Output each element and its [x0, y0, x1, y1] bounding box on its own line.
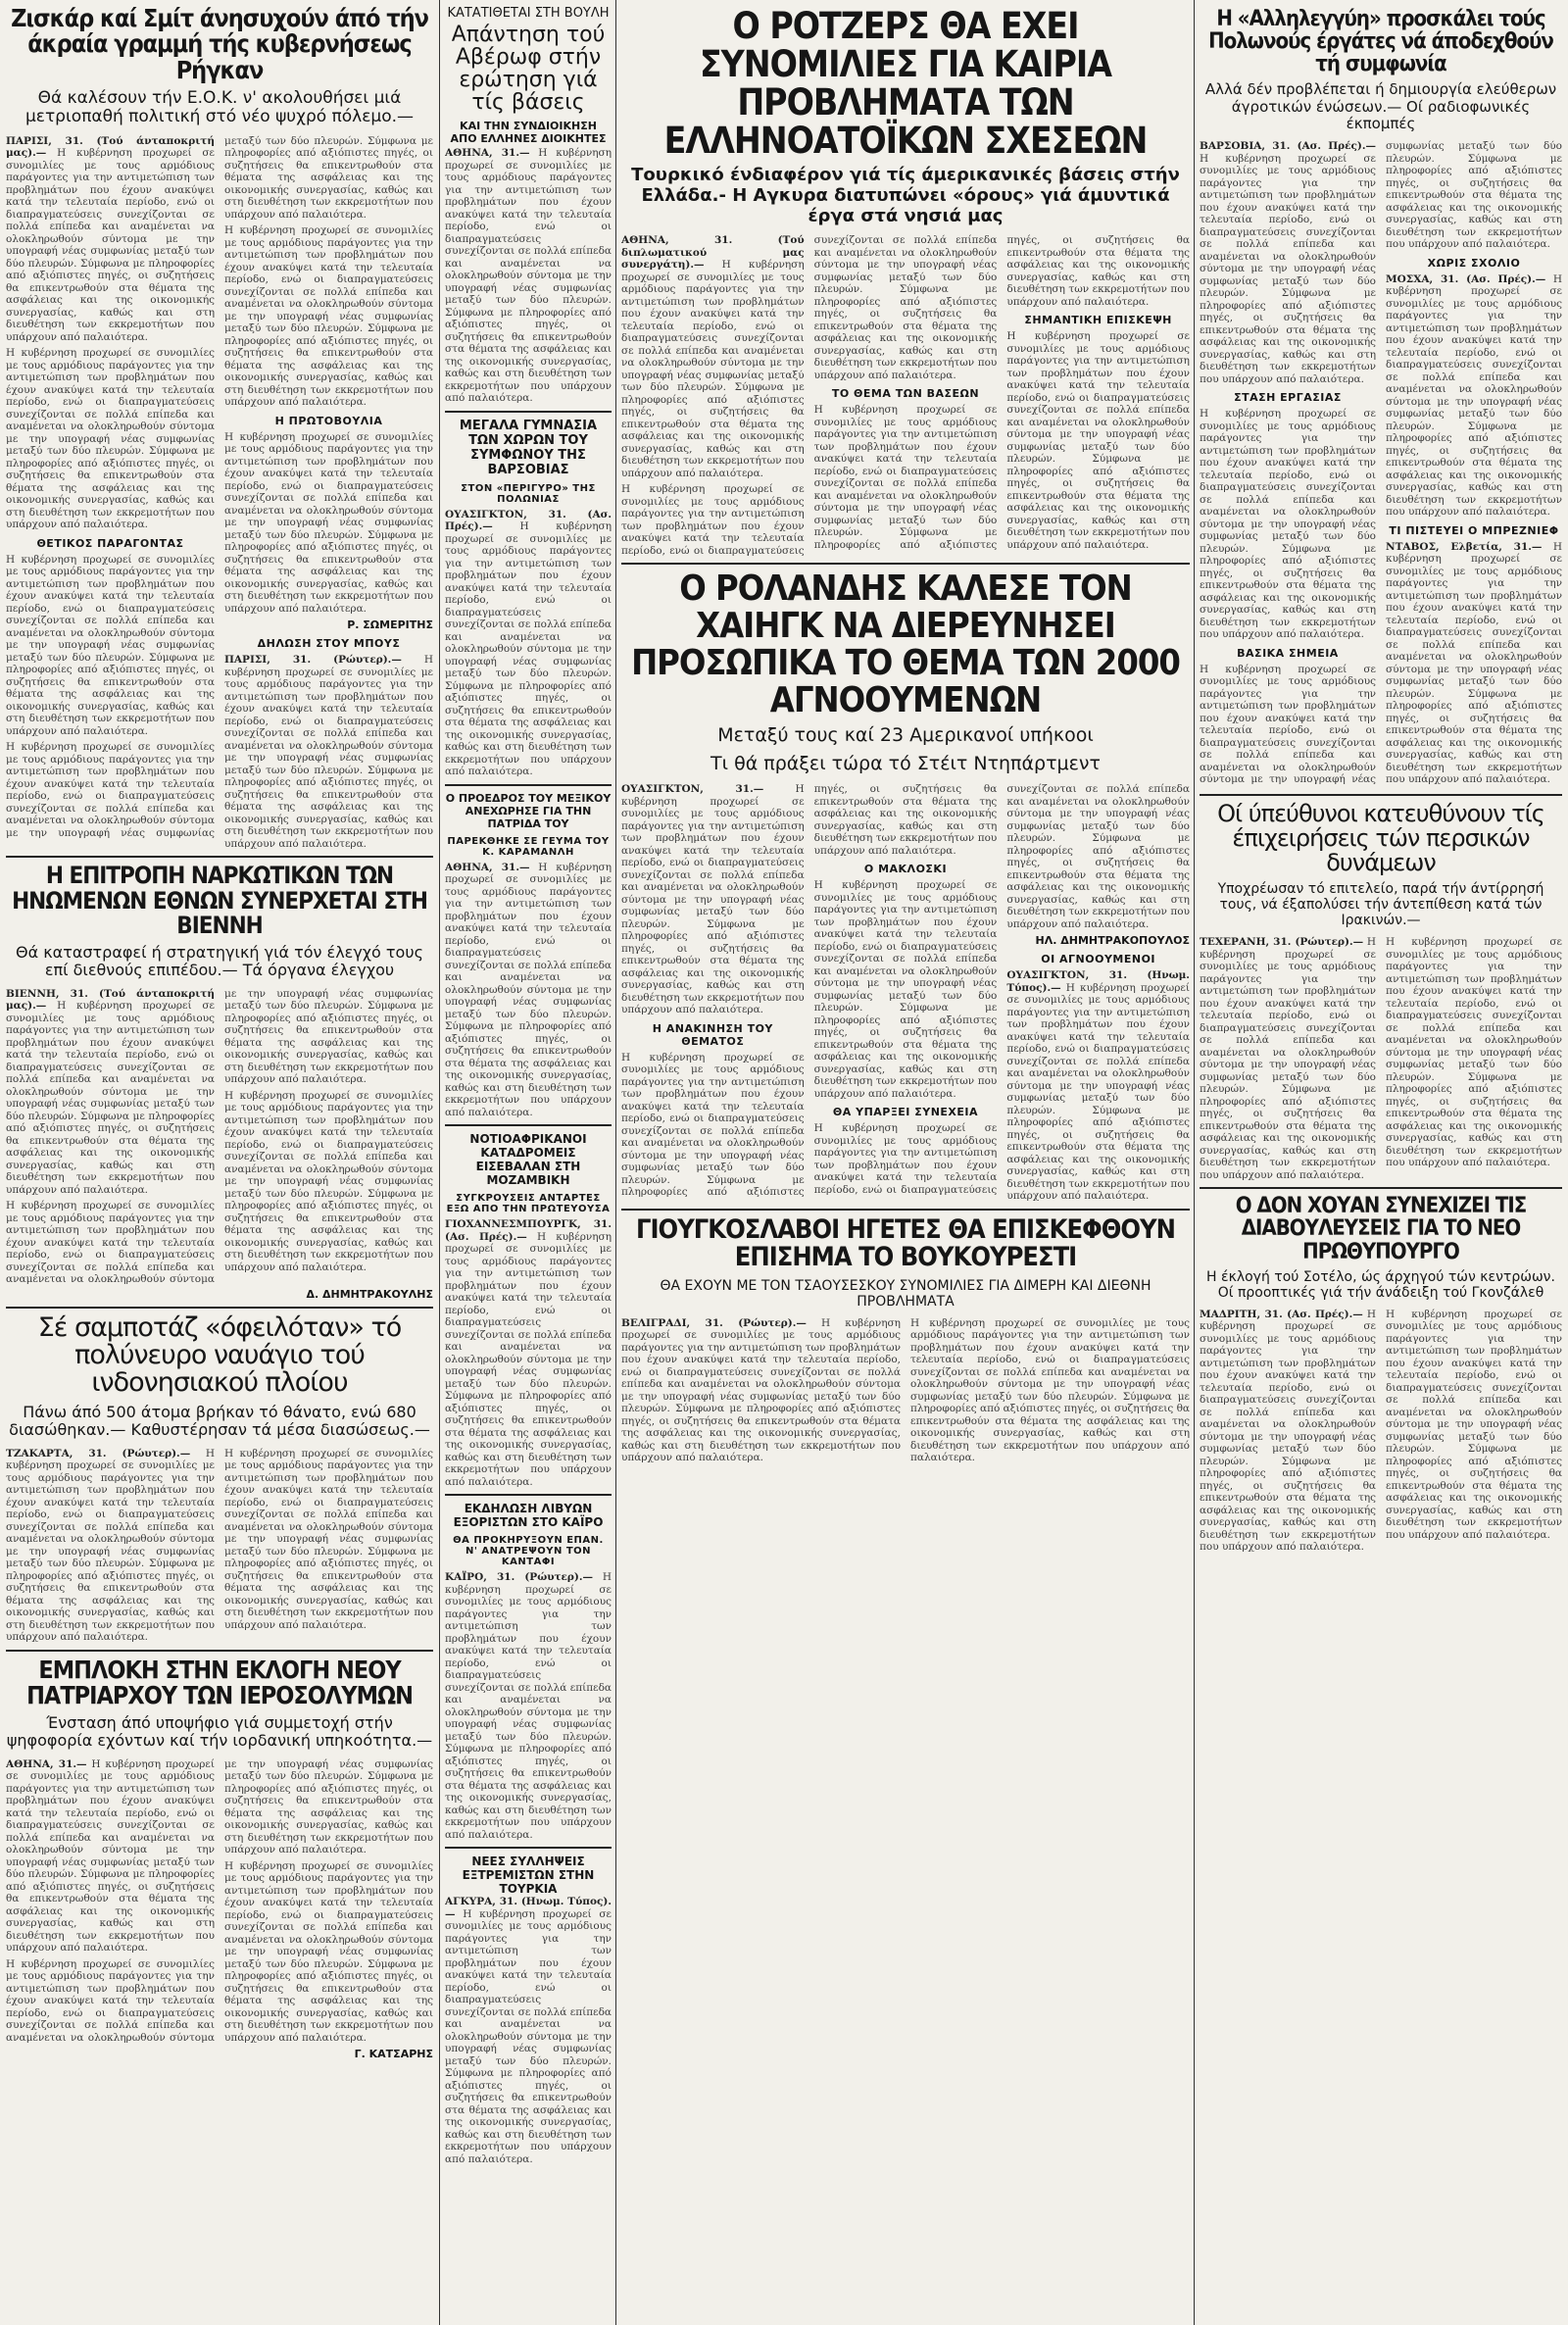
body-text: Η κυβέρνηση προχωρεί σε συνομιλίες με τους αρμόδιους παράγοντες για την αντιμετώπιση των προβλημάτων που έχουν ανακύψει κατά την τελευταία περίοδο, ενώ οι διαπραγματεύσεις συνεχίζονται σε πολλά επίπεδα και αναμένεται να ολοκληρωθούν σύντομα με την υπογραφή νέας συμφωνίας μεταξύ των δύο πλευρών. Σύμφωνα με πληροφορίες από αξιόπιστες πηγές, οι συζητήσεις θα επικεντρωθούν στα θέματα της ασφάλειας και της οικονομικής συνεργασίας, καθώς και στη διευθέτηση των εκκρεμοτήτων που υπάρχουν από παλαιότερα. [6, 1757, 215, 1954]
byline: ΗΛ. ΔΗΜΗΤΡΑΚΟΠΟΥΛΟΣ [1035, 934, 1190, 948]
column-rule [615, 0, 616, 2325]
body-text: Η κυβέρνηση προχωρεί σε συνομιλίες με τους αρμόδιους παράγοντες για την αντιμετώπιση των προβλημάτων που έχουν ανακύψει κατά την τελευταία περίοδο, ενώ οι διαπραγματεύσεις συνεχίζονται σε πολλά επίπεδα και αναμένεται να ολοκληρωθούν σύντομα με την υπογραφή νέας συμφωνίας μεταξύ των δύο πλευρών. Σύμφωνα με πληροφορίες από αξιόπιστες πηγές, οι συζητήσεις θα επικεντρωθούν στα θέματα της ασφάλειας και της οικονομικής συνεργασίας, καθώς και στη διευθέτηση των εκκρεμοτήτων που υπάρχουν από παλαιότερα. [1386, 936, 1562, 1169]
byline: Ρ. ΣΩΜΕΡΙΤΗΣ [347, 618, 433, 632]
divider [445, 784, 612, 786]
dateline: ΜΑΔΡΙΤΗ, 31. (Ασ. Πρές).— [1200, 1308, 1363, 1320]
headline: Ο ΡΟΛΑΝΔΗΣ ΚΑΛΕΣΕ ΤΟΝ ΧΑΙΗΓΚ ΝΑ ΔΙΕΡΕΥΝΗΣΕΙ ΠΡΟΣΩΠΙΚΑ ΤΟ ΘΕΜΑ ΤΩΝ 2000 ΑΓΝΟΟΥΜΕΝΩΝ [631, 569, 1180, 720]
section-heading: Ο ΜΑΚΛΟΣΚΙ [863, 863, 948, 876]
section-heading: ΟΙ ΑΓΝΟΟΥΜΕΝΟΙ [1041, 953, 1156, 966]
body-text: Η κυβέρνηση προχωρεί σε συνομιλίες με τους αρμόδιους παράγοντες για την αντιμετώπιση των προβλημάτων που έχουν ανακύψει κατά την τελευταία περίοδο, ενώ οι διαπραγματεύσεις συνεχίζονται σε πολλά επίπεδα και αναμένεται να ολοκληρωθούν σύντομα με την υπογραφή νέας συμφωνίας μεταξύ των δύο πλευρών. Σύμφωνα με πληροφορίες από αξιόπιστες πηγές, οι συζητήσεις θα επικεντρωθούν στα θέματα της ασφάλειας και της οικονομικής συνεργασίας, καθώς και στη διευθέτηση των εκκρεμοτήτων που υπάρχουν από παλαιότερα. [224, 654, 433, 850]
subhead: Αλλά δέν προβλέπεται ή δημιουργία ελεύθερων άγροτικών ένώσεων.— Οί ραδιοφωνικές έκπομπές [1204, 80, 1557, 132]
article-shipwreck [6, 1311, 433, 1644]
article-iran [1200, 799, 1562, 1182]
dateline: ΑΘΗΝΑ, 31. (Τού διπλωματικού μας συνεργάτη).— [621, 234, 805, 272]
byline: Γ. ΚΑΤΣΑΡΗΣ [354, 2048, 433, 2061]
subhead: Θά καταστραφεί ή στρατηγική γιά τόν έλεγχό τους επί διεθνούς επιπέδου.— Τά όργανα έλεγχου [16, 942, 423, 980]
dateline: ΟΥΑΣΙΓΚΤΟΝ, 31. (Ασ. Πρές).— [445, 508, 612, 533]
body-text: Η κυβέρνηση προχωρεί σε συνομιλίες με τους αρμόδιους παράγοντες για την αντιμετώπιση των προβλημάτων που έχουν ανακύψει κατά την τελευταία περίοδο, ενώ οι διαπραγματεύσεις συνεχίζονται σε πολλά επίπεδα και αναμένεται να ολοκληρωθούν σύντομα με την υπογραφή νέας συμφωνίας μεταξύ των δύο πλευρών. Σύμφωνα με πληροφορίες από αξιόπιστες πηγές, οι συζητήσεις θα επικεντρωθούν στα θέματα της ασφάλειας και της οικονομικής συνεργασίας, καθώς και στη διευθέτηση των εκκρεμοτήτων που υπάρχουν από παλαιότερα. [6, 347, 215, 531]
section-heading: Η ΑΝΑΚΙΝΗΣΗ ΤΟΥ ΘΕΜΑΤΟΣ [652, 1021, 773, 1048]
body-text: Η κυβέρνηση προχωρεί σε συνομιλίες με τους αρμόδιους παράγοντες για την αντιμετώπιση των προβλημάτων που έχουν ανακύψει κατά την τελευταία περίοδο, ενώ οι διαπραγματεύσεις συνεχίζονται σε πολλά επίπεδα και αναμένεται να ολοκληρωθούν σύντομα με την υπογραφή νέας συμφωνίας μεταξύ των δύο πλευρών. Σύμφωνα με πληροφορίες από αξιόπιστες πηγές, οι συζητήσεις θα επικεντρωθούν στα θέματα της ασφάλειας και της οικονομικής συνεργασίας, καθώς και στη διευθέτηση των εκκρεμοτήτων που υπάρχουν από παλαιότερα. [1200, 1308, 1376, 1554]
section-heading: ΘΑ ΥΠΑΡΞΕΙ ΣΥΝΕΧΕΙΑ [832, 1106, 979, 1119]
article-giscard-schmidt [6, 6, 433, 850]
body-text: Η κυβέρνηση προχωρεί σε συνομιλίες με τους αρμόδιους παράγοντες για την αντιμετώπιση των προβλημάτων που έχουν ανακύψει κατά την τελευταία περίοδο, ενώ οι διαπραγματεύσεις συνεχίζονται σε πολλά επίπεδα και αναμένεται να ολοκληρωθούν σύντομα με την υπογραφή νέας συμφωνίας μεταξύ των δύο πλευρών. Σύμφωνα με πληροφορίες από αξιόπιστες πηγές, οι συζητήσεις θα επικεντρωθούν στα θέματα της ασφάλειας και της οικονομικής συνεργασίας, καθώς και στη διευθέτηση των εκκρεμοτήτων που υπάρχουν από παλαιότερα. [1200, 152, 1376, 385]
subhead: Τουρκικό ένδιαφέρον γιά τίς άμερικανικές βάσεις στήν Ελλάδα.- Η Αγκυρα διατυπώνει «όρους» γιά άμυντικά έργα στά νησιά μας [631, 165, 1180, 226]
headline: Η ΕΠΙΤΡΟΠΗ ΝΑΡΚΩΤΙΚΩΝ ΤΩΝ ΗΝΩΜΕΝΩΝ ΕΘΝΩΝ ΣΥΝΕΡΧΕΤΑΙ ΣΤΗ ΒΙΕΝΝΗ [12, 862, 427, 939]
box-title: ΝΕΕΣ ΣΥΛΛΗΨΕΙΣ ΕΞΤΡΕΜΙΣΤΩΝ ΣΤΗΝ ΤΟΥΡΚΙΑ [462, 1855, 595, 1897]
article-yugoslav-leaders [621, 1213, 1190, 1468]
subhead: Υποχρέωσαν τό επιτελείο, παρά τήν άντίρρησή τους, νά έξαπολύσει τήν άντεπίθεση κατά τών Ιρακινών.— [1217, 881, 1544, 929]
body-text: Η κυβέρνηση προχωρεί σε συνομιλίες με τους αρμόδιους παράγοντες για την αντιμετώπιση των προβλημάτων που έχουν ανακύψει κατά την τελευταία περίοδο, ενώ οι διαπραγματεύσεις συνεχίζονται σε πολλά επίπεδα και αναμένεται να ολοκληρωθούν σύντομα με την υπογραφή νέας συμφωνίας μεταξύ των δύο πλευρών. Σύμφωνα με πληροφορίες από αξιόπιστες πηγές, οι συζητήσεις θα επικεντρωθούν στα θέματα της ασφάλειας και της οικονομικής συνεργασίας, καθώς και στη διευθέτηση των εκκρεμοτήτων που υπάρχουν από παλαιότερα. [6, 987, 433, 1286]
body-text: Η κυβέρνηση προχωρεί σε συνομιλίες με τους αρμόδιους παράγοντες για την αντιμετώπιση των προβλημάτων που έχουν ανακύψει κατά την τελευταία περίοδο, ενώ οι διαπραγματεύσεις συνεχίζονται σε πολλά επίπεδα και αναμένεται να ολοκληρωθούν σύντομα με την υπογραφή νέας συμφωνίας μεταξύ των δύο πλευρών. Σύμφωνα με πληροφορίες από αξιόπιστες πηγές, οι συζητήσεις θα επικεντρωθούν στα θέματα της ασφάλειας και της οικονομικής συνεργασίας, καθώς και στη διευθέτηση των εκκρεμοτήτων που υπάρχουν από παλαιότερα. [445, 1571, 612, 1841]
dateline: ΑΘΗΝΑ, 31.— [445, 861, 530, 873]
box-subtitle: ΘΑ ΠΡΟΚΗΡΥΞΟΥΝ ΕΠΑΝ. Ν' ΑΝΑΤΡΕΨΟΥΝ ΤΟΝ ΚΑΝΤΑΦΙ [453, 1535, 604, 1568]
box-title: ΜΕΓΑΛΑ ΓΥΜΝΑΣΙΑ ΤΩΝ ΧΩΡΩΝ ΤΟΥ ΣΥΜΦΩΝΟΥ ΤΗΣ ΒΑΡΣΟΒΙΑΣ [459, 418, 598, 477]
section-heading: ΤΟ ΘΕΜΑ ΤΩΝ ΒΑΣΕΩΝ [831, 387, 980, 401]
section-heading: ΧΩΡΙΣ ΣΧΟΛΙΟ [1427, 256, 1521, 270]
body-text: Η κυβέρνηση προχωρεί σε συνομιλίες με τους αρμόδιους παράγοντες για την αντιμετώπιση των προβλημάτων που έχουν ανακύψει κατά την τελευταία περίοδο, ενώ οι διαπραγματεύσεις συνεχίζονται σε πολλά επίπεδα και αναμένεται να ολοκληρωθούν σύντομα με την υπογραφή νέας συμφωνίας μεταξύ των δύο πλευρών. Σύμφωνα με πληροφορίες από αξιόπιστες πηγές, οι συζητήσεις θα επικεντρωθούν στα θέματα της ασφάλειας και της οικονομικής συνεργασίας, καθώς και στη διευθέτηση των εκκρεμοτήτων που υπάρχουν από παλαιότερα. [621, 783, 805, 1016]
article-don-juan [1200, 1195, 1562, 1553]
article-solidarity [1200, 8, 1562, 788]
body-text: Η κυβέρνηση προχωρεί σε συνομιλίες με τους αρμόδιους παράγοντες για την αντιμετώπιση των προβλημάτων που έχουν ανακύψει κατά την τελευταία περίοδο, ενώ οι διαπραγματεύσεις συνεχίζονται σε πολλά επίπεδα και αναμένεται να ολοκληρωθούν σύντομα με την υπογραφή νέας συμφωνίας μεταξύ των δύο πλευρών. Σύμφωνα με πληροφορίες από αξιόπιστες πηγές, οι συζητήσεις θα επικεντρωθούν στα θέματα της ασφάλειας και της οικονομικής συνεργασίας, καθώς και στη διευθέτηση των εκκρεμοτήτων που υπάρχουν από παλαιότερα. [6, 134, 433, 839]
divider [6, 856, 433, 858]
headline: ΓΙΟΥΓΚΟΣΛΑΒΟΙ ΗΓΕΤΕΣ ΘΑ ΕΠΙΣΚΕΦΘΟΥΝ ΕΠΙΣΗΜΑ ΤΟ ΒΟΥΚΟΥΡΕΣΤΙ [636, 1213, 1175, 1273]
column-left [6, 0, 433, 2325]
dateline: ΑΓΚΥΡΑ, 31. (Ηνωμ. Τύπος).— [445, 1896, 612, 1920]
body-text: Η κυβέρνηση προχωρεί σε συνομιλίες με τους αρμόδιους παράγοντες για την αντιμετώπιση των προβλημάτων που έχουν ανακύψει κατά την τελευταία περίοδο, ενώ οι διαπραγματεύσεις συνεχίζονται σε πολλά επίπεδα και αναμένεται να ολοκληρωθούν σύντομα με την υπογραφή νέας συμφωνίας μεταξύ των δύο πλευρών. Σύμφωνα με πληροφορίες από αξιόπιστες πηγές, οι συζητήσεις θα επικεντρωθούν στα θέματα της ασφάλειας και της οικονομικής συνεργασίας, καθώς και στη διευθέτηση των εκκρεμοτήτων που υπάρχουν από παλαιότερα. [1006, 330, 1190, 551]
divider [6, 1307, 433, 1309]
body-text: Η κυβέρνηση προχωρεί σε συνομιλίες με τους αρμόδιους παράγοντες για την αντιμετώπιση των προβλημάτων που έχουν ανακύψει κατά την τελευταία περίοδο, ενώ οι διαπραγματεύσεις συνεχίζονται σε πολλά επίπεδα και αναμένεται να ολοκληρωθούν σύντομα με την υπογραφή νέας συμφωνίας μεταξύ των δύο πλευρών. Σύμφωνα με πληροφορίες από αξιόπιστες πηγές, οι συζητήσεις θα επικεντρωθούν στα θέματα της ασφάλειας και της οικονομικής συνεργασίας, καθώς και στη διευθέτηση των εκκρεμοτήτων που υπάρχουν από παλαιότερα. [224, 1447, 433, 1631]
body-text: Η κυβέρνηση προχωρεί σε συνομιλίες με τους αρμόδιους παράγοντες για την αντιμετώπιση των προβλημάτων που έχουν ανακύψει κατά την τελευταία περίοδο, ενώ οι διαπραγματεύσεις συνεχίζονται σε πολλά επίπεδα και αναμένεται να ολοκληρωθούν σύντομα με την υπογραφή νέας συμφωνίας μεταξύ των δύο πλευρών. Σύμφωνα με πληροφορίες από αξιόπιστες πηγές, οι συζητήσεις θα επικεντρωθούν στα θέματα της ασφάλειας και της οικονομικής συνεργασίας, καθώς και στη διευθέτηση των εκκρεμοτήτων που υπάρχουν από παλαιότερα. [224, 1859, 433, 2044]
dateline: ΠΑΡΙΣΙ, 31. (Τού άνταποκριτή μας).— [6, 134, 215, 160]
body-text: Η κυβέρνηση προχωρεί σε συνομιλίες με τους αρμόδιους παράγοντες για την αντιμετώπιση των προβλημάτων που έχουν ανακύψει κατά την τελευταία περίοδο, ενώ οι διαπραγματεύσεις συνεχίζονται σε πολλά επίπεδα και αναμένεται να ολοκληρωθούν σύντομα με την υπογραφή νέας συμφωνίας μεταξύ των δύο πλευρών. Σύμφωνα με πληροφορίες από αξιόπιστες πηγές, οι συζητήσεις θα επικεντρωθούν στα θέματα της ασφάλειας και της οικονομικής συνεργασίας, καθώς και στη διευθέτηση των εκκρεμοτήτων που υπάρχουν από παλαιότερα. [813, 783, 1190, 1196]
body-text: Η κυβέρνηση προχωρεί σε συνομιλίες με τους αρμόδιους παράγοντες για την αντιμετώπιση των προβλημάτων που έχουν ανακύψει κατά την τελευταία περίοδο, ενώ οι διαπραγματεύσεις συνεχίζονται σε πολλά επίπεδα και αναμένεται να ολοκληρωθούν σύντομα με την υπογραφή νέας συμφωνίας μεταξύ των δύο πλευρών. Σύμφωνα με πληροφορίες από αξιόπιστες πηγές, οι συζητήσεις θα επικεντρωθούν στα θέματα της ασφάλειας και της οικονομικής συνεργασίας, καθώς και στη διευθέτηση των εκκρεμοτήτων που υπάρχουν από παλαιότερα. [6, 147, 215, 343]
box-subtitle: ΠΑΡΕΚΘΗΚΕ ΣΕ ΓΕΥΜΑ ΤΟΥ Κ. ΚΑΡΑΜΑΝΛΗ [447, 835, 610, 858]
dateline: ΑΘΗΝΑ, 31.— [445, 147, 530, 160]
dateline: ΑΘΗΝΑ, 31.— [6, 1757, 87, 1770]
box-title: ΝΟΤΙΟΑΦΡΙΚΑΝΟΙ ΚΑΤΑΔΡΟΜΕΙΣ ΕΙΣΕΒΑΛΑΝ ΣΤΗ ΜΟΖΑΜΒΙΚΗ [469, 1132, 587, 1188]
box-title: Ο ΠΡΟΕΔΡΟΣ ΤΟΥ ΜΕΞΙΚΟΥ ΑΝΕΧΩΡΗΣΕ ΓΙΑ ΤΗΝ ΠΑΤΡΙΔΑ ΤΟΥ [445, 791, 612, 830]
body-text: Η κυβέρνηση προχωρεί σε συνομιλίες με τους αρμόδιους παράγοντες για την αντιμετώπιση των προβλημάτων που έχουν ανακύψει κατά την τελευταία περίοδο, ενώ οι διαπραγματεύσεις συνεχίζονται σε πολλά επίπεδα και αναμένεται να ολοκληρωθούν σύντομα με την υπογραφή νέας συμφωνίας μεταξύ των δύο πλευρών. Σύμφωνα με πληροφορίες από αξιόπιστες πηγές, οι συζητήσεις θα επικεντρωθούν στα θέματα της ασφάλειας και της οικονομικής συνεργασίας, καθώς και στη διευθέτηση των εκκρεμοτήτων που υπάρχουν από παλαιότερα. [910, 1316, 1190, 1464]
box-subtitle: ΣΥΓΚΡΟΥΣΕΙΣ ΑΝΤΑΡΤΕΣ ΕΞΩ ΑΠΟ ΤΗΝ ΠΡΩΤΕΥΟΥΣΑ [446, 1193, 611, 1215]
dateline: ΒΑΡΣΟΒΙΑ, 31. (Ασ. Πρές).— [1200, 140, 1376, 153]
divider [445, 411, 612, 413]
dateline: ΝΤΑΒΟΣ, Ελβετία, 31.— [1386, 540, 1543, 553]
subhead: Θά καλέσουν τήν Ε.Ο.Κ. ν' ακολουθήσει μιά μετριοπαθή πολιτική στό νέο ψυχρό πόλεμο.— [24, 87, 415, 127]
body-text: Η κυβέρνηση προχωρεί σε συνομιλίες με τους αρμόδιους παράγοντες για την αντιμετώπιση των προβλημάτων που έχουν ανακύψει κατά την τελευταία περίοδο, ενώ οι διαπραγματεύσεις συνεχίζονται σε πολλά επίπεδα και αναμένεται να ολοκληρωθούν σύντομα με την υπογραφή νέας συμφωνίας μεταξύ των δύο πλευρών. Σύμφωνα με πληροφορίες από αξιόπιστες πηγές, οι συζητήσεις θα επικεντρωθούν στα θέματα της ασφάλειας και της οικονομικής συνεργασίας, καθώς και στη διευθέτηση των εκκρεμοτήτων που υπάρχουν από παλαιότερα. [1200, 408, 1376, 641]
body-text: Η κυβέρνηση προχωρεί σε συνομιλίες με τους αρμόδιους παράγοντες για την αντιμετώπιση των προβλημάτων που έχουν ανακύψει κατά την τελευταία περίοδο, ενώ οι διαπραγματεύσεις συνεχίζονται σε πολλά επίπεδα και αναμένεται να ολοκληρωθούν σύντομα με την υπογραφή νέας συμφωνίας μεταξύ των δύο πλευρών. Σύμφωνα με πληροφορίες από αξιόπιστες πηγές, οι συζητήσεις θα επικεντρωθούν στα θέματα της ασφάλειας και της οικονομικής συνεργασίας, καθώς και στη διευθέτηση των εκκρεμοτήτων που υπάρχουν από παλαιότερα. [1386, 272, 1562, 519]
divider [445, 1494, 612, 1496]
byline: Δ. ΔΗΜΗΤΡΑΚΟΥΛΗΣ [306, 1287, 433, 1301]
headline: Απάντηση τού Αβέρωφ στήν ερώτηση γιά τίς βάσεις [451, 22, 606, 115]
body-text: Η κυβέρνηση προχωρεί σε συνομιλίες με τους αρμόδιους παράγοντες για την αντιμετώπιση των προβλημάτων που έχουν ανακύψει κατά την τελευταία περίοδο, ενώ οι διαπραγματεύσεις συνεχίζονται σε πολλά επίπεδα και αναμένεται να ολοκληρωθούν σύντομα με την υπογραφή νέας συμφωνίας μεταξύ των δύο πλευρών. Σύμφωνα με πληροφορίες από αξιόπιστες πηγές, οι συζητήσεις θα επικεντρωθούν στα θέματα της ασφάλειας και της οικονομικής συνεργασίας, καθώς και στη διευθέτηση των εκκρεμοτήτων που υπάρχουν από παλαιότερα. [224, 1089, 433, 1273]
body-text: Η κυβέρνηση προχωρεί σε συνομιλίες με τους αρμόδιους παράγοντες για την αντιμετώπιση των προβλημάτων που έχουν ανακύψει κατά την τελευταία περίοδο, ενώ οι διαπραγματεύσεις συνεχίζονται σε πολλά επίπεδα και αναμένεται να ολοκληρωθούν σύντομα με την υπογραφή νέας συμφωνίας μεταξύ των δύο πλευρών. Σύμφωνα με πληροφορίες από αξιόπιστες πηγές, οι συζητήσεις θα επικεντρωθούν στα θέματα της ασφάλειας και της οικονομικής συνεργασίας, καθώς και στη διευθέτηση των εκκρεμοτήτων που υπάρχουν από παλαιότερα. [445, 861, 612, 1118]
dateline: ΚΑΪΡΟ, 31. (Ρώυτερ).— [445, 1571, 594, 1584]
dateline: ΠΑΡΙΣΙ, 31. (Ρώυτερ).— [224, 654, 424, 667]
subhead: Πάνω άπό 500 άτομα βρήκαν τό θάνατο, ενώ 680 διασώθηκαν.— Καθυστέρησαν τά μέσα διασώσεως.— [9, 1402, 430, 1440]
divider [445, 1124, 612, 1126]
headline: Οί ύπεύθυνοι κατευθύνουν τίς έπιχειρήσεις τών περσικών δυνάμεων [1217, 799, 1544, 876]
column-rule [1194, 0, 1195, 2325]
dateline: ΓΙΟΧΑΝΝΕΣΜΠΟΥΡΓΚ, 31. (Ασ. Πρές).— [445, 1218, 612, 1243]
column-narrow [445, 0, 612, 2325]
dateline: ΟΥΑΣΙΓΚΤΟΝ, 31.— [621, 783, 764, 796]
dateline: ΒΕΛΙΓΡΑΔΙ, 31. (Ρώυτερ).— [621, 1316, 807, 1329]
body-text: Η κυβέρνηση προχωρεί σε συνομιλίες με τους αρμόδιους παράγοντες για την αντιμετώπιση των προβλημάτων που έχουν ανακύψει κατά την τελευταία περίοδο, ενώ οι διαπραγματεύσεις συνεχίζονται σε πολλά επίπεδα και αναμένεται να ολοκληρωθούν σύντομα με την υπογραφή νέας συμφωνίας μεταξύ των δύο πλευρών. Σύμφωνα με πληροφορίες από αξιόπιστες πηγές, οι συζητήσεις θα επικεντρωθούν στα θέματα της ασφάλειας και της οικονομικής συνεργασίας, καθώς και στη διευθέτηση των εκκρεμοτήτων που υπάρχουν από παλαιότερα. [1386, 540, 1562, 786]
dateline: ΤΕΧΕΡΑΝΗ, 31. (Ρώυτερ).— [1200, 936, 1364, 949]
kicker: ΚΑΤΑΤΙΘΕΤΑΙ ΣΤΗ ΒΟΥΛΗ [447, 6, 610, 21]
body-text: Η κυβέρνηση προχωρεί σε συνομιλίες με τους αρμόδιους παράγοντες για την αντιμετώπιση των προβλημάτων που έχουν ανακύψει κατά την τελευταία περίοδο, ενώ οι διαπραγματεύσεις συνεχίζονται σε πολλά επίπεδα και αναμένεται να ολοκληρωθούν σύντομα με την υπογραφή νέας συμφωνίας μεταξύ των δύο πλευρών. Σύμφωνα με πληροφορίες από αξιόπιστες πηγές, οι συζητήσεις θα επικεντρωθούν στα θέματα της ασφάλειας και της οικονομικής συνεργασίας, καθώς και στη διευθέτηση των εκκρεμοτήτων που υπάρχουν από παλαιότερα. [1006, 981, 1190, 1203]
section-heading: ΘΕΤΙΚΟΣ ΠΑΡΑΓΟΝΤΑΣ [36, 536, 184, 550]
divider [1200, 794, 1562, 796]
divider [1200, 1187, 1562, 1189]
headline: Ο ΡΟΤΖΕΡΣ ΘΑ ΕΧΕΙ ΣΥΝΟΜΙΛΙΕΣ ΓΙΑ ΚΑΙΡΙΑ ΠΡΟΒΛΗΜΑΤΑ ΤΩΝ ΕΛΛΗΝΟΑΤΟΪΚΩΝ ΣΧΕΣΕΩΝ [663, 5, 1148, 162]
headline: Η «Αλληλεγγύη» προσκάλει τούς Πολωνούς έργάτες νά άποδεχθούν τή συμφωνία [1208, 7, 1553, 77]
subhead: Τι θά πράξει τώρα τό Στέιτ Ντηπάρτμεντ [710, 753, 1101, 775]
article-patriarch [6, 1657, 433, 2061]
body-text: Η κυβέρνηση προχωρεί σε συνομιλίες με τους αρμόδιους παράγοντες για την αντιμετώπιση των προβλημάτων που έχουν ανακύψει κατά την τελευταία περίοδο, ενώ οι διαπραγματεύσεις συνεχίζονται σε πολλά επίπεδα και αναμένεται να ολοκληρωθούν σύντομα με την υπογραφή νέας συμφωνίας μεταξύ των δύο πλευρών. Σύμφωνα με πληροφορίες από αξιόπιστες πηγές, οι συζητήσεις θα επικεντρωθούν στα θέματα της ασφάλειας και της οικονομικής συνεργασίας, καθώς και στη διευθέτηση των εκκρεμοτήτων που υπάρχουν από παλαιότερα. [6, 1447, 215, 1643]
article-roland-haig [621, 570, 1190, 1202]
subhead: ΘΑ ΕΧΟΥΝ ΜΕ ΤΟΝ ΤΣΑΟΥΣΕΣΚΟΥ ΣΥΝΟΜΙΛΙΕΣ ΓΙΑ ΔΙΜΕΡΗ ΚΑΙ ΔΙΕΘΝΗ ΠΡΟΒΛΗΜΑΤΑ [660, 1277, 1152, 1310]
box-title: ΕΚΔΗΛΩΣΗ ΛΙΒΥΩΝ ΕΞΟΡΙΣΤΩΝ ΣΤΟ ΚΑΪΡΟ [453, 1502, 604, 1530]
body-text: Η κυβέρνηση προχωρεί σε συνομιλίες με τους αρμόδιους παράγοντες για την αντιμετώπιση των προβλημάτων που έχουν ανακύψει κατά την τελευταία περίοδο, ενώ οι διαπραγματεύσεις συνεχίζονται σε πολλά επίπεδα και αναμένεται να ολοκληρωθούν σύντομα με την υπογραφή νέας συμφωνίας μεταξύ των δύο πλευρών. Σύμφωνα με πληροφορίες από αξιόπιστες πηγές, οι συζητήσεις θα επικεντρωθούν στα θέματα της ασφάλειας και της οικονομικής συνεργασίας, καθώς και στη διευθέτηση των εκκρεμοτήτων που υπάρχουν από παλαιότερα. [1386, 1308, 1562, 1541]
article-rogers [621, 5, 1190, 557]
body-text: Η κυβέρνηση προχωρεί σε συνομιλίες με τους αρμόδιους παράγοντες για την αντιμετώπιση των προβλημάτων που έχουν ανακύψει κατά την τελευταία περίοδο, ενώ οι διαπραγματεύσεις συνεχίζονται σε πολλά επίπεδα και αναμένεται να ολοκληρωθούν σύντομα με την υπογραφή νέας συμφωνίας μεταξύ των δύο πλευρών. Σύμφωνα με πληροφορίες από αξιόπιστες πηγές, οι συζητήσεις θα επικεντρωθούν στα θέματα της ασφάλειας και της οικονομικής συνεργασίας, καθώς και στη διευθέτηση των εκκρεμοτήτων που υπάρχουν από παλαιότερα. [445, 520, 612, 778]
headline: Ο ΔΟΝ ΧΟΥΑΝ ΣΥΝΕΧΙΖΕΙ ΤΙΣ ΔΙΑΒΟΥΛΕΥΣΕΙΣ ΓΙΑ ΤΟ ΝΕΟ ΠΡΩΘΥΠΟΥΡΓΟ [1235, 1194, 1527, 1264]
column-center [621, 0, 1190, 2325]
column-right [1200, 0, 1562, 2325]
body-text: Η κυβέρνηση προχωρεί σε συνομιλίες με τους αρμόδιους παράγοντες για την αντιμετώπιση των προβλημάτων που έχουν ανακύψει κατά την τελευταία περίοδο, ενώ οι διαπραγματεύσεις συνεχίζονται σε πολλά επίπεδα και αναμένεται να ολοκληρωθούν σύντομα με την υπογραφή νέας συμφωνίας μεταξύ των δύο πλευρών. Σύμφωνα με πληροφορίες από αξιόπιστες πηγές, οι συζητήσεις θα επικεντρωθούν στα θέματα της ασφάλειας και της οικονομικής συνεργασίας, καθώς και στη διευθέτηση των εκκρεμοτήτων που υπάρχουν από παλαιότερα. [6, 553, 215, 737]
body-text: Η κυβέρνηση προχωρεί σε συνομιλίες με τους αρμόδιους παράγοντες για την αντιμετώπιση των προβλημάτων που έχουν ανακύψει κατά την τελευταία περίοδο, ενώ οι διαπραγματεύσεις συνεχίζονται σε πολλά επίπεδα και αναμένεται να ολοκληρωθούν σύντομα με την υπογραφή νέας συμφωνίας μεταξύ των δύο πλευρών. Σύμφωνα με πληροφορίες από αξιόπιστες πηγές, οι συζητήσεις θα επικεντρωθούν στα θέματα της ασφάλειας και της οικονομικής συνεργασίας, καθώς και στη διευθέτηση των εκκρεμοτήτων που υπάρχουν από παλαιότερα. [621, 783, 998, 1199]
body-text: Η κυβέρνηση προχωρεί σε συνομιλίες με τους αρμόδιους παράγοντες για την αντιμετώπιση των προβλημάτων που έχουν ανακύψει κατά την τελευταία περίοδο, ενώ οι διαπραγματεύσεις συνεχίζονται σε πολλά επίπεδα και αναμένεται να ολοκληρωθούν σύντομα με την υπογραφή νέας συμφωνίας μεταξύ των δύο πλευρών. Σύμφωνα με πληροφορίες από αξιόπιστες πηγές, οι συζητήσεις θα επικεντρωθούν στα θέματα της ασφάλειας και της οικονομικής συνεργασίας, καθώς και στη διευθέτηση των εκκρεμοτήτων που υπάρχουν από παλαιότερα. [621, 1316, 901, 1464]
body-text: Η κυβέρνηση προχωρεί σε συνομιλίες με τους αρμόδιους παράγοντες για την αντιμετώπιση των προβλημάτων που έχουν ανακύψει κατά την τελευταία περίοδο, ενώ οι διαπραγματεύσεις συνεχίζονται σε πολλά επίπεδα και αναμένεται να ολοκληρωθούν σύντομα με την υπογραφή νέας συμφωνίας μεταξύ των δύο πλευρών. Σύμφωνα με πληροφορίες από αξιόπιστες πηγές, οι συζητήσεις θα επικεντρωθούν στα θέματα της ασφάλειας και της οικονομικής συνεργασίας, καθώς και στη διευθέτηση των εκκρεμοτήτων που υπάρχουν από παλαιότερα. [621, 234, 998, 557]
divider [6, 1650, 433, 1652]
dateline: ΤΖΑΚΑΡΤΑ, 31. (Ρώυτερ).— [6, 1447, 191, 1459]
article-narcotics [6, 864, 433, 1300]
column-rule [439, 0, 440, 2325]
subhead: Μεταξύ τους καί 23 Αμερικανοί υπήκοοι [717, 723, 1094, 746]
body-text: Η κυβέρνηση προχωρεί σε συνομιλίες με τους αρμόδιους παράγοντες για την αντιμετώπιση των προβλημάτων που έχουν ανακύψει κατά την τελευταία περίοδο, ενώ οι διαπραγματεύσεις συνεχίζονται σε πολλά επίπεδα και αναμένεται να ολοκληρωθούν σύντομα με την υπογραφή νέας συμφωνίας μεταξύ των δύο πλευρών. Σύμφωνα με πληροφορίες από αξιόπιστες πηγές, οι συζητήσεις θα επικεντρωθούν στα θέματα της ασφάλειας και της οικονομικής συνεργασίας, καθώς και στη διευθέτηση των εκκρεμοτήτων που υπάρχουν από παλαιότερα. [813, 879, 998, 1100]
section-heading: ΒΑΣΙΚΑ ΣΗΜΕΙΑ [1237, 646, 1339, 660]
section-heading: Η ΠΡΩΤΟΒΟΥΛΙΑ [274, 414, 383, 427]
body-text: Η κυβέρνηση προχωρεί σε συνομιλίες με τους αρμόδιους παράγοντες για την αντιμετώπιση των προβλημάτων που έχουν ανακύψει κατά την τελευταία περίοδο, ενώ οι διαπραγματεύσεις συνεχίζονται σε πολλά επίπεδα και αναμένεται να ολοκληρωθούν σύντομα με την υπογραφή νέας συμφωνίας μεταξύ των δύο πλευρών. Σύμφωνα με πληροφορίες από αξιόπιστες πηγές, οι συζητήσεις θα επικεντρωθούν στα θέματα της ασφάλειας και της οικονομικής συνεργασίας, καθώς και στη διευθέτηση των εκκρεμοτήτων που υπάρχουν από παλαιότερα. [445, 1907, 612, 2165]
body-text: Η κυβέρνηση προχωρεί σε συνομιλίες με τους αρμόδιους παράγοντες για την αντιμετώπιση των προβλημάτων που έχουν ανακύψει κατά την τελευταία περίοδο, ενώ οι διαπραγματεύσεις συνεχίζονται σε πολλά επίπεδα και αναμένεται να ολοκληρωθούν σύντομα με την υπογραφή νέας συμφωνίας μεταξύ των δύο πλευρών. Σύμφωνα με πληροφορίες από αξιόπιστες πηγές, οι συζητήσεις θα επικεντρωθούν στα θέματα της ασφάλειας και της οικονομικής συνεργασίας, καθώς και στη διευθέτηση των εκκρεμοτήτων που υπάρχουν από παλαιότερα. [813, 234, 1190, 551]
headline: ΕΜΠΛΟΚΗ ΣΤΗΝ ΕΚΛΟΓΗ ΝΕΟΥ ΠΑΤΡΙΑΡΧΟΥ ΤΩΝ ΙΕΡΟΣΟΛΥΜΩΝ [26, 1655, 413, 1709]
body-text: Η κυβέρνηση προχωρεί σε συνομιλίες με τους αρμόδιους παράγοντες για την αντιμετώπιση των προβλημάτων που έχουν ανακύψει κατά την τελευταία περίοδο, ενώ οι διαπραγματεύσεις συνεχίζονται σε πολλά επίπεδα και αναμένεται να ολοκληρωθούν σύντομα με την υπογραφή νέας συμφωνίας μεταξύ των δύο πλευρών. Σύμφωνα με πληροφορίες από αξιόπιστες πηγές, οι συζητήσεις θα επικεντρωθούν στα θέματα της ασφάλειας και της οικονομικής συνεργασίας, καθώς και στη διευθέτηση των εκκρεμοτήτων που υπάρχουν από παλαιότερα. [1200, 936, 1376, 1181]
subhead: Ένσταση άπό υποψήφιο γιά συμμετοχή στήν ψηφοφορία εχόντων καί τήν ιορδανική υπηκοότητα.— [6, 1713, 433, 1751]
subhead: Η έκλογή τού Σοτέλο, ώς άρχηγού τών κεντρώων. Οί προοπτικές γιά τήν άνάδειξη τού Γκονζάλεθ [1206, 1268, 1555, 1301]
body-text: Η κυβέρνηση προχωρεί σε συνομιλίες με τους αρμόδιους παράγοντες για την αντιμετώπιση των προβλημάτων που έχουν ανακύψει κατά την τελευταία περίοδο, ενώ οι διαπραγματεύσεις συνεχίζονται σε πολλά επίπεδα και αναμένεται να ολοκληρωθούν σύντομα με την υπογραφή νέας συμφωνίας μεταξύ των δύο πλευρών. Σύμφωνα με πληροφορίες από αξιόπιστες πηγές, οι συζητήσεις θα επικεντρωθούν στα θέματα της ασφάλειας και της οικονομικής συνεργασίας, καθώς και στη διευθέτηση των εκκρεμοτήτων που υπάρχουν από παλαιότερα. [6, 1000, 215, 1196]
body-text: Η κυβέρνηση προχωρεί σε συνομιλίες με τους αρμόδιους παράγοντες για την αντιμετώπιση των προβλημάτων που έχουν ανακύψει κατά την τελευταία περίοδο, ενώ οι διαπραγματεύσεις συνεχίζονται σε πολλά επίπεδα και αναμένεται να ολοκληρωθούν σύντομα με την υπογραφή νέας συμφωνίας μεταξύ των δύο πλευρών. Σύμφωνα με πληροφορίες από αξιόπιστες πηγές, οι συζητήσεις θα επικεντρωθούν στα θέματα της ασφάλειας και της οικονομικής συνεργασίας, καθώς και στη διευθέτηση των εκκρεμοτήτων που υπάρχουν από παλαιότερα. [224, 430, 433, 615]
section-heading: ΤΙ ΠΙΣΤΕΥΕΙ Ο ΜΠΡΕΖΝΙΕΦ [1389, 523, 1559, 537]
box-subtitle: ΣΤΟΝ «ΠΕΡΙΓΥΡΟ» ΤΗΣ ΠΟΛΩΝΙΑΣ [461, 482, 596, 505]
headline: Σέ σαμποτάζ «όφειλόταν» τό πολύνευρο ναυάγιο τού ινδονησιακού πλοίου [37, 1311, 402, 1399]
section-heading: ΔΗΛΩΣΗ ΣΤΟΥ ΜΠΟΥΣ [257, 637, 401, 651]
subhead: ΚΑΙ ΤΗΝ ΣΥΝΔΙΟΙΚΗΣΗ ΑΠΟ ΕΛΛΗΝΕΣ ΔΙΟΙΚΗΤΕΣ [450, 119, 607, 146]
divider [621, 563, 1190, 565]
headline: Ζισκάρ καί Σμίτ άνησυχούν άπό τήν άκραία γραμμή τής κυβερνήσεως Ρήγκαν [11, 4, 428, 84]
dateline: ΜΟΣΧΑ, 31. (Ασ. Πρές).— [1386, 272, 1546, 285]
dateline: ΒΙΕΝΝΗ, 31. (Τού άνταποκριτή μας).— [6, 987, 215, 1013]
body-text: Η κυβέρνηση προχωρεί σε συνομιλίες με τους αρμόδιους παράγοντες για την αντιμετώπιση των προβλημάτων που έχουν ανακύψει κατά την τελευταία περίοδο, ενώ οι διαπραγματεύσεις συνεχίζονται σε πολλά επίπεδα και αναμένεται να ολοκληρωθούν σύντομα με την υπογραφή νέας συμφωνίας μεταξύ των δύο πλευρών. Σύμφωνα με πληροφορίες από αξιόπιστες πηγές, οι συζητήσεις θα επικεντρωθούν στα θέματα της ασφάλειας και της οικονομικής συνεργασίας, καθώς και στη διευθέτηση των εκκρεμοτήτων που υπάρχουν από παλαιότερα. [445, 1230, 612, 1488]
body-text: Η κυβέρνηση προχωρεί σε συνομιλίες με τους αρμόδιους παράγοντες για την αντιμετώπιση των προβλημάτων που έχουν ανακύψει κατά την τελευταία περίοδο, ενώ οι διαπραγματεύσεις συνεχίζονται σε πολλά επίπεδα και αναμένεται να ολοκληρωθούν σύντομα με την υπογραφή νέας συμφωνίας μεταξύ των δύο πλευρών. Σύμφωνα με πληροφορίες από αξιόπιστες πηγές, οι συζητήσεις θα επικεντρωθούν στα θέματα της ασφάλειας και της οικονομικής συνεργασίας, καθώς και στη διευθέτηση των εκκρεμοτήτων που υπάρχουν από παλαιότερα. [1200, 140, 1562, 786]
body-text: Η κυβέρνηση προχωρεί σε συνομιλίες με τους αρμόδιους παράγοντες για την αντιμετώπιση των προβλημάτων που έχουν ανακύψει κατά την τελευταία περίοδο, ενώ οι διαπραγματεύσεις συνεχίζονται σε πολλά επίπεδα και αναμένεται να ολοκληρωθούν σύντομα με την υπογραφή νέας συμφωνίας μεταξύ των δύο πλευρών. Σύμφωνα με πληροφορίες από αξιόπιστες πηγές, οι συζητήσεις θα επικεντρωθούν στα θέματα της ασφάλειας και της οικονομικής συνεργασίας, καθώς και στη διευθέτηση των εκκρεμοτήτων που υπάρχουν από παλαιότερα. [224, 224, 433, 409]
body-text: Η κυβέρνηση προχωρεί σε συνομιλίες με τους αρμόδιους παράγοντες για την αντιμετώπιση των προβλημάτων που έχουν ανακύψει κατά την τελευταία περίοδο, ενώ οι διαπραγματεύσεις συνεχίζονται σε πολλά επίπεδα και αναμένεται να ολοκληρωθούν σύντομα με την υπογραφή νέας συμφωνίας μεταξύ των δύο πλευρών. Σύμφωνα με πληροφορίες από αξιόπιστες πηγές, οι συζητήσεις θα επικεντρωθούν στα θέματα της ασφάλειας και της οικονομικής συνεργασίας, καθώς και στη διευθέτηση των εκκρεμοτήτων που υπάρχουν από παλαιότερα. [445, 147, 612, 405]
divider [621, 1209, 1190, 1211]
section-heading: ΣΤΑΣΗ ΕΡΓΑΣΙΑΣ [1234, 391, 1342, 405]
body-text: Η κυβέρνηση προχωρεί σε συνομιλίες με τους αρμόδιους παράγοντες για την αντιμετώπιση των προβλημάτων που έχουν ανακύψει κατά την τελευταία περίοδο, ενώ οι διαπραγματεύσεις συνεχίζονται σε πολλά επίπεδα και αναμένεται να ολοκληρωθούν σύντομα με την υπογραφή νέας συμφωνίας μεταξύ των δύο πλευρών. Σύμφωνα με πληροφορίες από αξιόπιστες πηγές, οι συζητήσεις θα επικεντρωθούν στα θέματα της ασφάλειας και της οικονομικής συνεργασίας, καθώς και στη διευθέτηση των εκκρεμοτήτων που υπάρχουν από παλαιότερα. [621, 259, 805, 479]
section-heading: ΣΗΜΑΝΤΙΚΗ ΕΠΙΣΚΕΨΗ [1024, 314, 1172, 327]
dateline: ΟΥΑΣΙΓΚΤΟΝ, 31. (Ηνωμ. Τύπος).— [1006, 969, 1190, 994]
body-text: Η κυβέρνηση προχωρεί σε συνομιλίες με τους αρμόδιους παράγοντες για την αντιμετώπιση των προβλημάτων που έχουν ανακύψει κατά την τελευταία περίοδο, ενώ οι διαπραγματεύσεις συνεχίζονται σε πολλά επίπεδα και αναμένεται να ολοκληρωθούν σύντομα με την υπογραφή νέας συμφωνίας μεταξύ των δύο πλευρών. Σύμφωνα με πληροφορίες από αξιόπιστες πηγές, οι συζητήσεις θα επικεντρωθούν στα θέματα της ασφάλειας και της οικονομικής συνεργασίας, καθώς και στη διευθέτηση των εκκρεμοτήτων που υπάρχουν από παλαιότερα. [6, 1757, 433, 2044]
divider [445, 1847, 612, 1849]
